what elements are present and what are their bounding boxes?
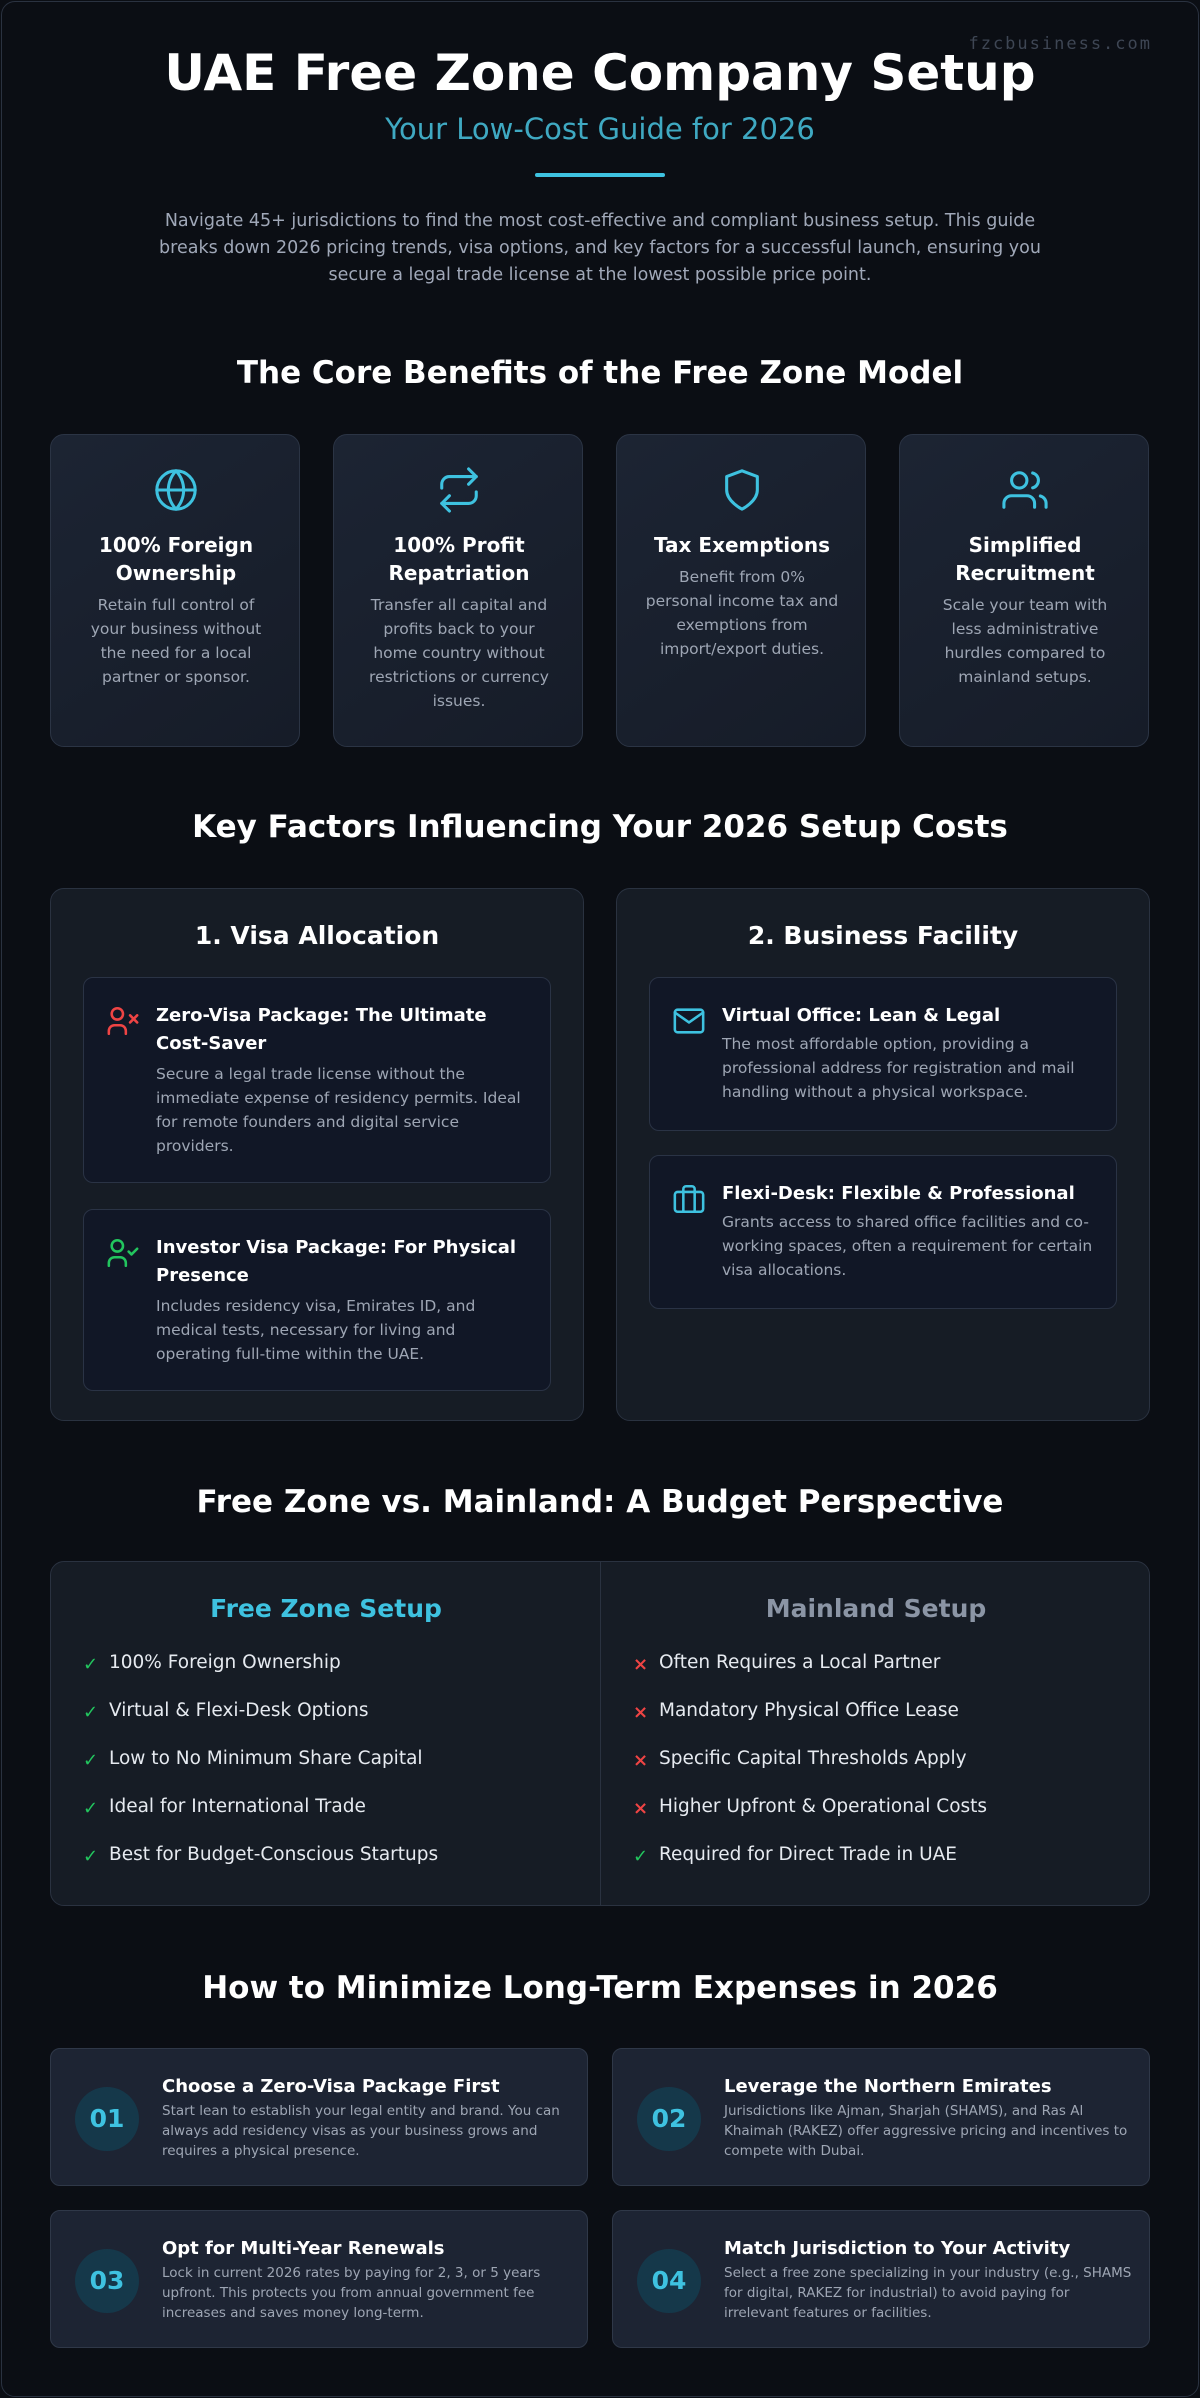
benefit-title: Tax Exemptions: [653, 533, 830, 557]
tip-title: Match Jurisdiction to Your Activity: [724, 2238, 1071, 2259]
user-x-icon: [106, 1004, 140, 1038]
users-icon: [1002, 467, 1048, 513]
comparison-row: [633, 1840, 1133, 1870]
benefit-card: [50, 434, 300, 747]
comparison-row: [83, 1696, 583, 1726]
comparison-row: [633, 1792, 1133, 1822]
tip-description: Select a free zone specializing in your industry (e.g., SHAMS for digital, RAKEZ for industrial) to avoid paying for irrelevant features or facilities.: [724, 2265, 1132, 2321]
option-title: Zero-Visa Package: The Ultimate Cost-Saver: [156, 1005, 487, 1054]
tip-number-badge: 01: [75, 2087, 139, 2151]
globe-icon: [153, 467, 199, 513]
free-zone-column: [51, 1562, 601, 1905]
comparison-text: Best for Budget-Conscious Startups: [109, 1844, 439, 1865]
watermark: fzcbusiness.com: [968, 34, 1152, 54]
mail-icon: [672, 1004, 706, 1038]
benefit-description: Transfer all capital and profits back to your home country without restrictions or currency issues.: [369, 596, 549, 710]
tip-card: [50, 2048, 588, 2186]
page-title: UAE Free Zone Company Setup: [164, 44, 1036, 102]
cross-icon: ×: [633, 1798, 649, 1819]
title-divider: [535, 173, 665, 177]
tip-description: Lock in current 2026 rates by paying for 2, 3, or 5 years upfront. This protects you from annual government fee increases and saves money long-term.: [162, 2265, 541, 2321]
comparison-row: [83, 1792, 583, 1822]
flexi-desk-option: [649, 1155, 1117, 1309]
benefit-title: Simplified Recruitment: [955, 533, 1095, 585]
option-title: Flexi-Desk: Flexible & Professional: [722, 1183, 1075, 1204]
comparison-row: [83, 1744, 583, 1774]
page-subtitle: Your Low-Cost Guide for 2026: [385, 112, 815, 146]
comparison-text: Low to No Minimum Share Capital: [109, 1748, 423, 1769]
comparison-text: 100% Foreign Ownership: [109, 1652, 341, 1673]
visa-allocation-panel: [50, 888, 584, 1421]
repeat-arrows-icon: [436, 467, 482, 513]
tip-title: Opt for Multi-Year Renewals: [162, 2238, 445, 2259]
comparison-text: Higher Upfront & Operational Costs: [659, 1796, 988, 1817]
benefit-card: [616, 434, 866, 747]
check-icon: ✓: [83, 1846, 99, 1867]
cross-icon: ×: [633, 1702, 649, 1723]
comparison-heading: Free Zone vs. Mainland: A Budget Perspective: [196, 1484, 1004, 1520]
benefits-heading: The Core Benefits of the Free Zone Model: [236, 355, 964, 391]
tip-card: [612, 2210, 1150, 2348]
comparison-table: [50, 1561, 1150, 1906]
option-title: Virtual Office: Lean & Legal: [722, 1005, 1001, 1026]
comparison-row: [633, 1648, 1133, 1678]
business-facility-panel: [616, 888, 1150, 1421]
tip-number-badge: 02: [637, 2087, 701, 2151]
option-description: Grants access to shared office facilities and co-working spaces, often a requirement for certain visa allocations.: [722, 1213, 1093, 1279]
virtual-office-option: [649, 977, 1117, 1131]
shield-icon: [719, 467, 765, 513]
option-description: Includes residency visa, Emirates ID, and medical tests, necessary for living and operating full-time within the UAE.: [156, 1297, 476, 1363]
benefit-title: 100% Profit Repatriation: [388, 533, 530, 585]
tip-title: Choose a Zero-Visa Package First: [162, 2076, 500, 2097]
tip-number-badge: 03: [75, 2249, 139, 2313]
benefit-description: Scale your team with less administrative hurdles compared to mainland setups.: [942, 596, 1108, 686]
tip-card: [612, 2048, 1150, 2186]
tip-description: Jurisdictions like Ajman, Sharjah (SHAMS), and Ras Al Khaimah (RAKEZ) offer aggressive pricing and incentives to compete with Dubai.: [724, 2103, 1128, 2159]
benefit-description: Retain full control of your business without the need for a local partner or sponsor.: [90, 596, 262, 686]
comparison-text: Mandatory Physical Office Lease: [659, 1700, 959, 1721]
factors-heading: Key Factors Influencing Your 2026 Setup Costs: [192, 809, 1008, 845]
benefit-card: [899, 434, 1149, 747]
comparison-row: [83, 1840, 583, 1870]
investor-visa-option: [83, 1209, 551, 1391]
comparison-text: Virtual & Flexi-Desk Options: [109, 1700, 369, 1721]
tip-card: [50, 2210, 588, 2348]
check-icon: ✓: [633, 1846, 649, 1867]
check-icon: ✓: [83, 1750, 99, 1771]
benefit-title: 100% Foreign Ownership: [98, 533, 254, 585]
mainland-heading: Mainland Setup: [765, 1594, 987, 1623]
comparison-text: Ideal for International Trade: [109, 1796, 366, 1817]
check-icon: ✓: [83, 1798, 99, 1819]
comparison-text: Required for Direct Trade in UAE: [659, 1844, 957, 1865]
check-icon: ✓: [83, 1654, 99, 1675]
tip-description: Start lean to establish your legal entity and brand. You can always add residency visas as your business grows and requires a physical presence.: [162, 2103, 560, 2159]
intro-paragraph: Navigate 45+ jurisdictions to find the most cost-effective and compliant business setup. This guide breaks down 2026 pricing trends, visa options, and key factors for a successful launch, ensuring you secure a legal trade license at the lowest possible price point.: [159, 211, 1041, 285]
option-title: Investor Visa Package: For Physical Presence: [156, 1237, 517, 1286]
comparison-row: [633, 1696, 1133, 1726]
zero-visa-option: [83, 977, 551, 1183]
option-description: Secure a legal trade license without the immediate expense of residency permits. Ideal for remote founders and digital service providers.: [156, 1065, 521, 1155]
mainland-column: [601, 1562, 1151, 1905]
comparison-text: Often Requires a Local Partner: [659, 1652, 941, 1673]
user-check-icon: [106, 1236, 140, 1270]
comparison-row: [633, 1744, 1133, 1774]
factor-title: 2. Business Facility: [747, 921, 1019, 950]
free-zone-heading: Free Zone Setup: [210, 1594, 442, 1623]
briefcase-icon: [672, 1182, 706, 1216]
tip-number-badge: 04: [637, 2249, 701, 2313]
tip-title: Leverage the Northern Emirates: [724, 2076, 1052, 2097]
factor-title: 1. Visa Allocation: [194, 921, 440, 950]
cross-icon: ×: [633, 1654, 649, 1675]
tips-heading: How to Minimize Long-Term Expenses in 2026: [202, 1970, 998, 2006]
option-description: The most affordable option, providing a professional address for registration and mail handling without a physical workspace.: [722, 1035, 1075, 1101]
cross-icon: ×: [633, 1750, 649, 1771]
benefit-description: Benefit from 0% personal income tax and exemptions from import/export duties.: [645, 568, 839, 658]
benefit-card: [333, 434, 583, 747]
comparison-text: Specific Capital Thresholds Apply: [659, 1748, 967, 1769]
comparison-row: [83, 1648, 583, 1678]
check-icon: ✓: [83, 1702, 99, 1723]
